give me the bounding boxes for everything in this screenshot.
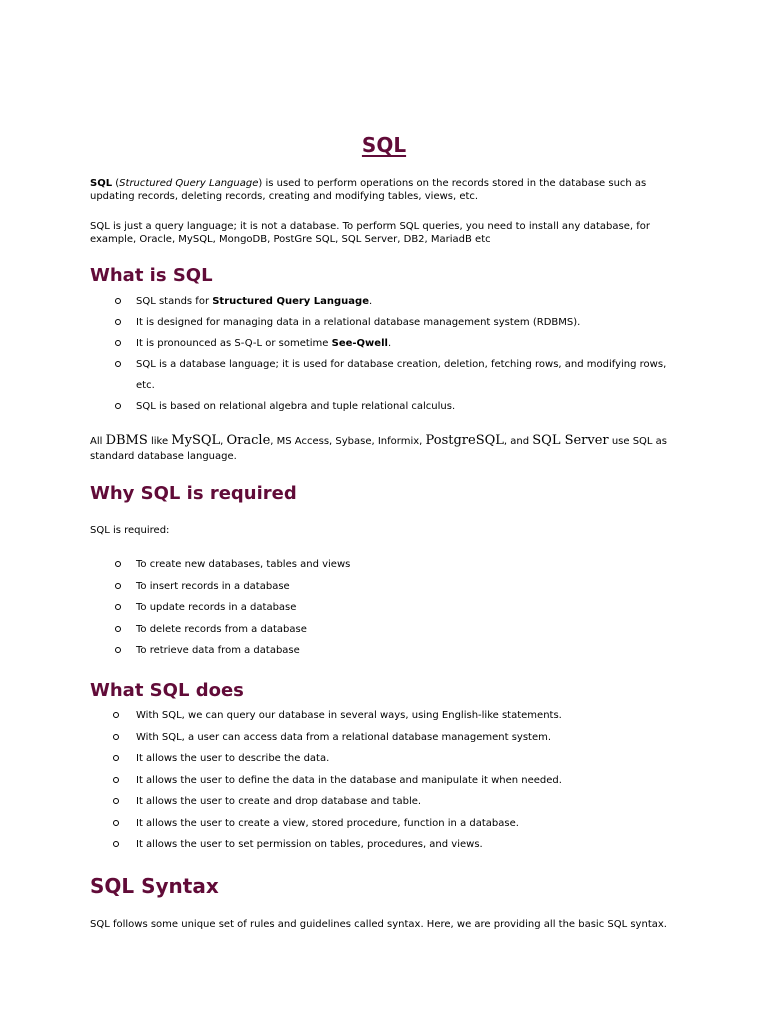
list-item: It allows the user to define the data in the database and manipulate it when needed. (0, 770, 681, 792)
list-item: It is pronounced as S-Q-L or sometime See-Qwell. (0, 333, 681, 354)
term-oracle: Oracle (226, 433, 271, 448)
hollow-circle-bullet-icon (113, 777, 119, 783)
list-item: SQL stands for Structured Query Language. (0, 291, 681, 312)
hollow-circle-bullet-icon (115, 298, 121, 304)
what-sql-does-list (0, 705, 768, 856)
hollow-circle-bullet-icon (115, 340, 121, 346)
list-item: With SQL, a user can access data from a relational database management system. (0, 727, 681, 749)
intro-sql-expansion: Structured Query Language (119, 178, 259, 189)
list-item: To delete records from a database (0, 619, 681, 641)
hollow-circle-bullet-icon (113, 798, 119, 804)
hollow-circle-bullet-icon (113, 734, 119, 740)
page-title: SQL (361, 133, 407, 157)
list-item: With SQL, we can query our database in several ways, using English-like statements. (0, 705, 681, 727)
intro-paragraph-1 (90, 177, 680, 203)
hollow-circle-bullet-icon (113, 820, 119, 826)
term-postgresql: PostgreSQL (425, 433, 504, 448)
list-item: To retrieve data from a database (0, 640, 681, 662)
term-dbms: DBMS (105, 433, 148, 448)
term-mysql: MySQL (171, 433, 221, 448)
intro-paren-open: ( (112, 178, 120, 189)
hollow-circle-bullet-icon (115, 583, 121, 589)
hollow-circle-bullet-icon (113, 841, 119, 847)
list-item: SQL is a database language; it is used for database creation, deletion, fetching rows, and modifying rows, etc. (0, 354, 681, 396)
list-item: It allows the user to set permission on tables, procedures, and views. (0, 834, 681, 856)
intro-paragraph-1-rest: ) is used to perform operations on the records stored in the database such as updating records, deleting records, creating and modifying tables, views, etc. (90, 178, 647, 202)
intro-sql-bold: SQL (90, 178, 113, 189)
hollow-circle-bullet-icon (115, 561, 121, 567)
dbms-paragraph: All DBMS like MySQL, Oracle, MS Access, Sybase, Informix, PostgreSQL, and SQL Server use SQL as standard database language. (90, 433, 668, 462)
hollow-circle-bullet-icon (115, 319, 121, 325)
hollow-circle-bullet-icon (113, 755, 119, 761)
section-heading-sql-syntax: SQL Syntax (90, 874, 219, 898)
list-item: To update records in a database (0, 597, 681, 619)
section-heading-why-sql-required: Why SQL is required (90, 483, 297, 504)
list-item: It is designed for managing data in a relational database management system (RDBMS). (0, 312, 681, 333)
hollow-circle-bullet-icon (115, 604, 121, 610)
why-required-lead: SQL is required: (90, 525, 170, 536)
intro-paragraph-2: SQL is just a query language; it is not a database. To perform SQL queries, you need to install any database, for example, Oracle, MySQL, MongoDB, PostGre SQL, SQL Server, DB2, MariadB etc (90, 221, 650, 245)
list-item: It allows the user to create and drop database and table. (0, 791, 681, 813)
term-sql-server: SQL Server (532, 433, 609, 448)
hollow-circle-bullet-icon (115, 647, 121, 653)
what-is-sql-list (0, 291, 768, 417)
list-item: It allows the user to describe the data. (0, 748, 681, 770)
list-item: SQL is based on relational algebra and tuple relational calculus. (0, 396, 681, 417)
list-item: To create new databases, tables and views (0, 554, 681, 576)
list-item: To insert records in a database (0, 576, 681, 598)
hollow-circle-bullet-icon (115, 361, 121, 367)
hollow-circle-bullet-icon (113, 712, 119, 718)
hollow-circle-bullet-icon (115, 403, 121, 409)
why-required-list (0, 554, 768, 662)
section-heading-what-sql-does: What SQL does (90, 680, 244, 701)
list-item: It allows the user to create a view, stored procedure, function in a database. (0, 813, 681, 835)
syntax-paragraph: SQL follows some unique set of rules and guidelines called syntax. Here, we are providing all the basic SQL syntax. (90, 919, 667, 930)
hollow-circle-bullet-icon (115, 626, 121, 632)
section-heading-what-is-sql: What is SQL (90, 265, 213, 286)
